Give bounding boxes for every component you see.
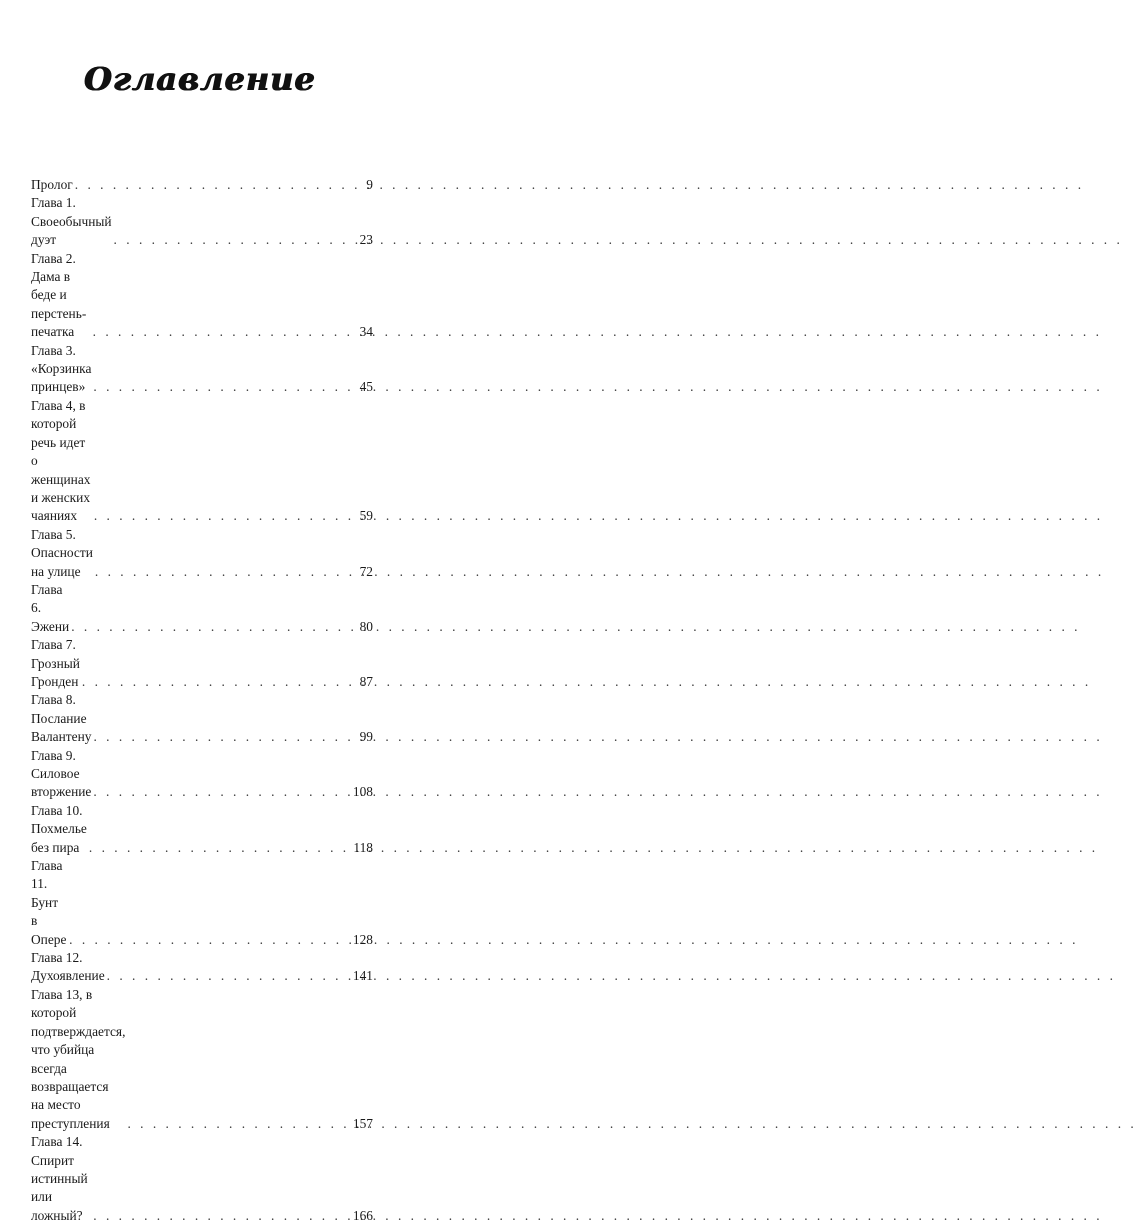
dot-leader (89, 839, 351, 857)
toc-entry-chapter-14 (31, 1133, 373, 1225)
toc-entry-title: Глава 6. Эжени (31, 581, 70, 634)
toc-entry-title: Глава 13, в которой подтверждается, что убийца всегда возвращается на место преступления (31, 986, 126, 1131)
toc-entry-chapter-11 (31, 857, 373, 949)
toc-entry-page: 166 (352, 1207, 373, 1223)
toc-entry-page: 118 (353, 839, 373, 855)
dot-leader (93, 783, 350, 801)
dot-leader (93, 728, 356, 746)
toc-entry-title: Глава 9. Силовое вторжение (31, 747, 92, 800)
toc-entry-chapter-5 (31, 526, 373, 581)
toc-entry-chapter-3 (31, 342, 373, 397)
toc-entry-title: Глава 2. Дама в беде и перстень-печатка (31, 250, 87, 340)
toc-entry-title: Глава 12. Духоявление (31, 950, 105, 984)
dot-leader (95, 563, 357, 581)
dot-leader (93, 378, 356, 396)
toc-entry-chapter-8 (31, 691, 373, 746)
dot-leader (93, 323, 357, 341)
toc-entry-title: Глава 7. Грозный Гронден (31, 637, 80, 689)
dot-leader (82, 673, 357, 691)
toc-entry-page: 9 (366, 177, 373, 192)
toc-entry-chapter-10 (31, 802, 373, 857)
toc-entry-title: Глава 1. Своеобычный дуэт (31, 195, 112, 248)
book-page (0, 0, 400, 1223)
dot-leader (93, 1207, 350, 1225)
toc-entry-title: Пролог (31, 177, 73, 192)
toc-entry-chapter-7 (31, 636, 373, 691)
toc-entry-chapter-4 (31, 397, 373, 526)
toc-entry-title: Глава 3. «Корзинка принцев» (31, 342, 92, 395)
toc-entry-page: 99 (359, 729, 373, 745)
toc-entry-page: 72 (359, 563, 373, 579)
toc-entry-chapter-2 (31, 250, 373, 342)
toc-entry-title: Глава 5. Опасности на улице (31, 526, 93, 579)
toc-entry-prologue (31, 176, 373, 194)
toc-entry-page: 80 (359, 618, 373, 634)
toc-entry-title: Глава 8. Послание Валантену (31, 692, 92, 745)
toc-entry-page: 128 (352, 931, 373, 947)
dot-leader (75, 176, 364, 194)
toc-entry-title: Глава 11. Бунт в Опере (31, 858, 67, 947)
toc-entry-page: 108 (352, 784, 373, 800)
dot-leader (107, 967, 350, 985)
toc-entry-page: 157 (352, 1115, 373, 1131)
toc-entry-chapter-9 (31, 747, 373, 802)
toc-entry-chapter-1 (31, 194, 373, 249)
toc-entry-title: Глава 4, в которой речь идет о женщинах и женских чаяниях (31, 397, 91, 524)
dot-leader (69, 931, 350, 949)
dot-leader (71, 618, 356, 636)
toc-entry-title: Глава 10. Похмелье без пира (31, 802, 87, 855)
page-title: Оглавление (84, 60, 316, 98)
dot-leader (114, 231, 357, 249)
toc-entry-page: 34 (359, 324, 373, 340)
toc-entry-title: Глава 14. Спирит истинный или ложный? (31, 1134, 88, 1223)
toc-entry-chapter-12 (31, 949, 373, 986)
toc-entry-chapter-13 (31, 986, 373, 1133)
dot-leader (94, 507, 357, 525)
table-of-contents (31, 176, 373, 1225)
toc-entry-page: 23 (359, 232, 373, 248)
toc-entry-page: 45 (359, 379, 373, 395)
toc-entry-page: 59 (359, 508, 373, 524)
toc-entry-page: 87 (359, 673, 373, 689)
toc-entry-chapter-6 (31, 581, 373, 636)
toc-entry-page: 141 (352, 968, 373, 984)
dot-leader (127, 1115, 349, 1133)
